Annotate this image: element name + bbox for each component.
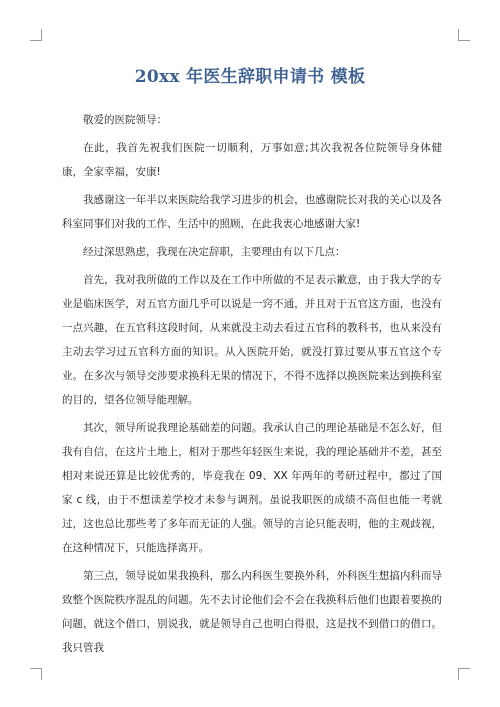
crop-mark-bottom-right-h (458, 668, 470, 669)
crop-mark-top-right-v (458, 29, 459, 41)
paragraph-reason-first: 首先，我对我所做的工作以及在工作中所做的不足表示歉意，由于我大学的专业是临床医学，对五官方面几乎可以说是一窍不通，并且对于五官这方面，也没有一点兴趣，在五官科这段时间，从来就没主动去看过五官科的教科书，也从来没有主动去学习过五官科方面的知识。从入医院开始，就没打算过要从事五官这个专业。在多次与领导交涉要求换科无果的情况下，不得不选择以换医院来达到换科室的目的，望各位领导能理解。 (62, 274, 442, 406)
paragraph-thanks: 我感谢这一年半以来医院给我学习进步的机会，也感谢院长对我的关心以及各科室同事们对我的工作、生活中的照顾，在此我衷心地感谢大家! (62, 194, 442, 230)
salutation: 敬爱的医院领导： (83, 114, 167, 126)
paragraph-reason-third: 第三点，领导说如果我换科，那么内科医生要换外科，外科医生想搞内科而导致整个医院秩序混乱的问题。先不去讨论他们会不会在我换科后他们也跟着要换的问题，就这个借口，别说我，就是领导自己也明白得很，这是找不到借口的借口。我只管我 (62, 570, 442, 654)
document-body (62, 108, 442, 664)
paragraph-greeting: 在此，我首先祝我们医院一切顺利，万事如意;其次我祝各位院领导身体健康，全家幸福，安康! (62, 142, 442, 178)
crop-mark-top-right-h (458, 40, 470, 41)
paragraph-reason-second: 其次，领导所说我理论基础差的问题。我承认自己的理论基础是不怎么好，但我有自信，在这片土地上，相对于那些年轻医生来说，我的理论基础并不差，甚至相对来说还算是比较优秀的，毕竟我在 09、XX 年两年的考研过程中，都过了国家 c 线，由于不想读差学校才未参与调剂。虽说我职医的成绩不高但也能一考就过，这也总比那些考了多年而无证的人强。领导的言论只能表明，他的主观歧视，在这种情况下，只能选择离开。 (62, 422, 442, 554)
document-title: 20xx 年医生辞职申请书 模板 (134, 67, 366, 87)
crop-mark-bottom-right-v (458, 668, 459, 680)
paragraph-reasons-intro: 经过深思熟虑，我现在决定辞职，主要理由有以下几点： (83, 246, 346, 258)
crop-mark-bottom-left-v (41, 668, 42, 680)
crop-mark-top-left-v (41, 29, 42, 41)
